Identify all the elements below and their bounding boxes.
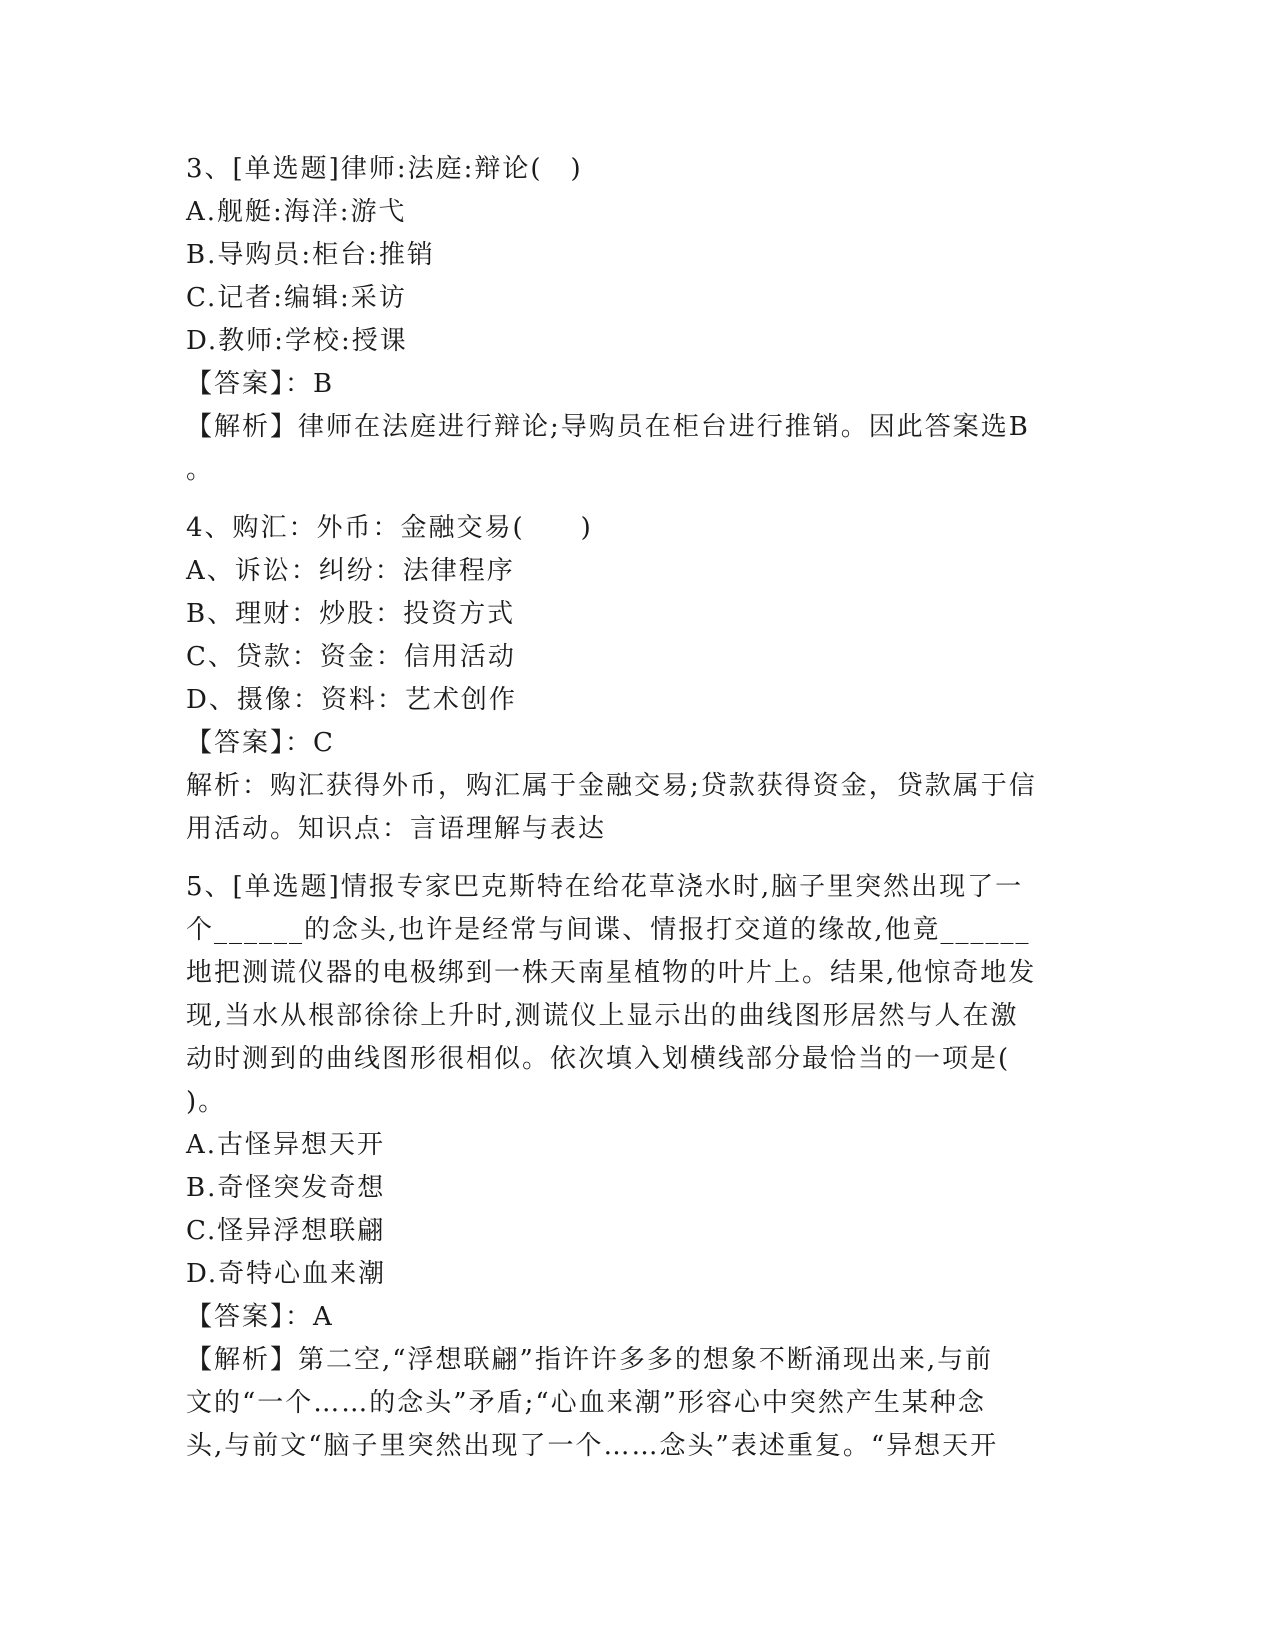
option-a: A.古怪异想天开 xyxy=(186,1130,386,1160)
analysis-line: 【解析】律师在法庭进行辩论;导购员在柜台进行推销。因此答案选B xyxy=(186,412,1030,442)
analysis-line: 文的“一个……的念头”矛盾;“心血来潮”形容心中突然产生某种念 xyxy=(186,1388,986,1418)
document-page xyxy=(186,148,1086,1468)
analysis-line: 【解析】第二空,“浮想联翩”指许许多多的想象不断涌现出来,与前 xyxy=(186,1345,994,1375)
option-c: C.记者:编辑:采访 xyxy=(186,283,407,313)
question-stem-line: 动时测到的曲线图形很相似。依次填入划横线部分最恰当的一项是( xyxy=(186,1044,1011,1074)
analysis-line: 解析：购汇获得外币，购汇属于金融交易;贷款获得资金，贷款属于信 xyxy=(186,771,1037,801)
question-stem: 4、购汇：外币：金融交易( ) xyxy=(186,513,593,543)
answer: 【答案】：A xyxy=(186,1302,334,1332)
question-stem-line: 地把测谎仪器的电极绑到一株天南星植物的叶片上。结果,他惊奇地发 xyxy=(186,958,1037,988)
option-a: A.舰艇:海洋:游弋 xyxy=(186,197,407,227)
option-a: A、诉讼：纠纷：法律程序 xyxy=(186,556,515,586)
question-stem: 3、[单选题]律师:法庭:辩论( ) xyxy=(186,154,583,184)
option-b: B、理财：炒股：投资方式 xyxy=(186,599,516,629)
option-b: B.导购员:柜台:推销 xyxy=(186,240,435,270)
answer: 【答案】：C xyxy=(186,728,335,758)
option-d: D、摄像：资料：艺术创作 xyxy=(186,685,517,715)
question-5 xyxy=(186,866,1086,1468)
option-b: B.奇怪突发奇想 xyxy=(186,1173,386,1203)
option-c: C.怪异浮想联翩 xyxy=(186,1216,386,1246)
option-c: C、贷款：资金：信用活动 xyxy=(186,642,516,672)
analysis-line: 用活动。知识点：言语理解与表达 xyxy=(186,814,607,844)
question-stem-line: )。 xyxy=(186,1087,227,1117)
option-d: D.教师:学校:授课 xyxy=(186,326,408,356)
analysis-line: 。 xyxy=(186,455,215,485)
question-4 xyxy=(186,507,1086,851)
question-3 xyxy=(186,148,1086,492)
option-d: D.奇特心血来潮 xyxy=(186,1259,387,1289)
question-stem-line: 个______的念头,也许是经常与间谍、情报打交道的缘故,他竟______ xyxy=(186,915,1031,945)
analysis-line: 头,与前文“脑子里突然出现了一个……念头”表述重复。“异想天开 xyxy=(186,1431,999,1461)
question-stem-line: 现,当水从根部徐徐上升时,测谎仪上显示出的曲线图形居然与人在激 xyxy=(186,1001,1019,1031)
answer: 【答案】：B xyxy=(186,369,335,399)
question-stem-line: 5、[单选题]情报专家巴克斯特在给花草浇水时,脑子里突然出现了一 xyxy=(186,872,1024,902)
